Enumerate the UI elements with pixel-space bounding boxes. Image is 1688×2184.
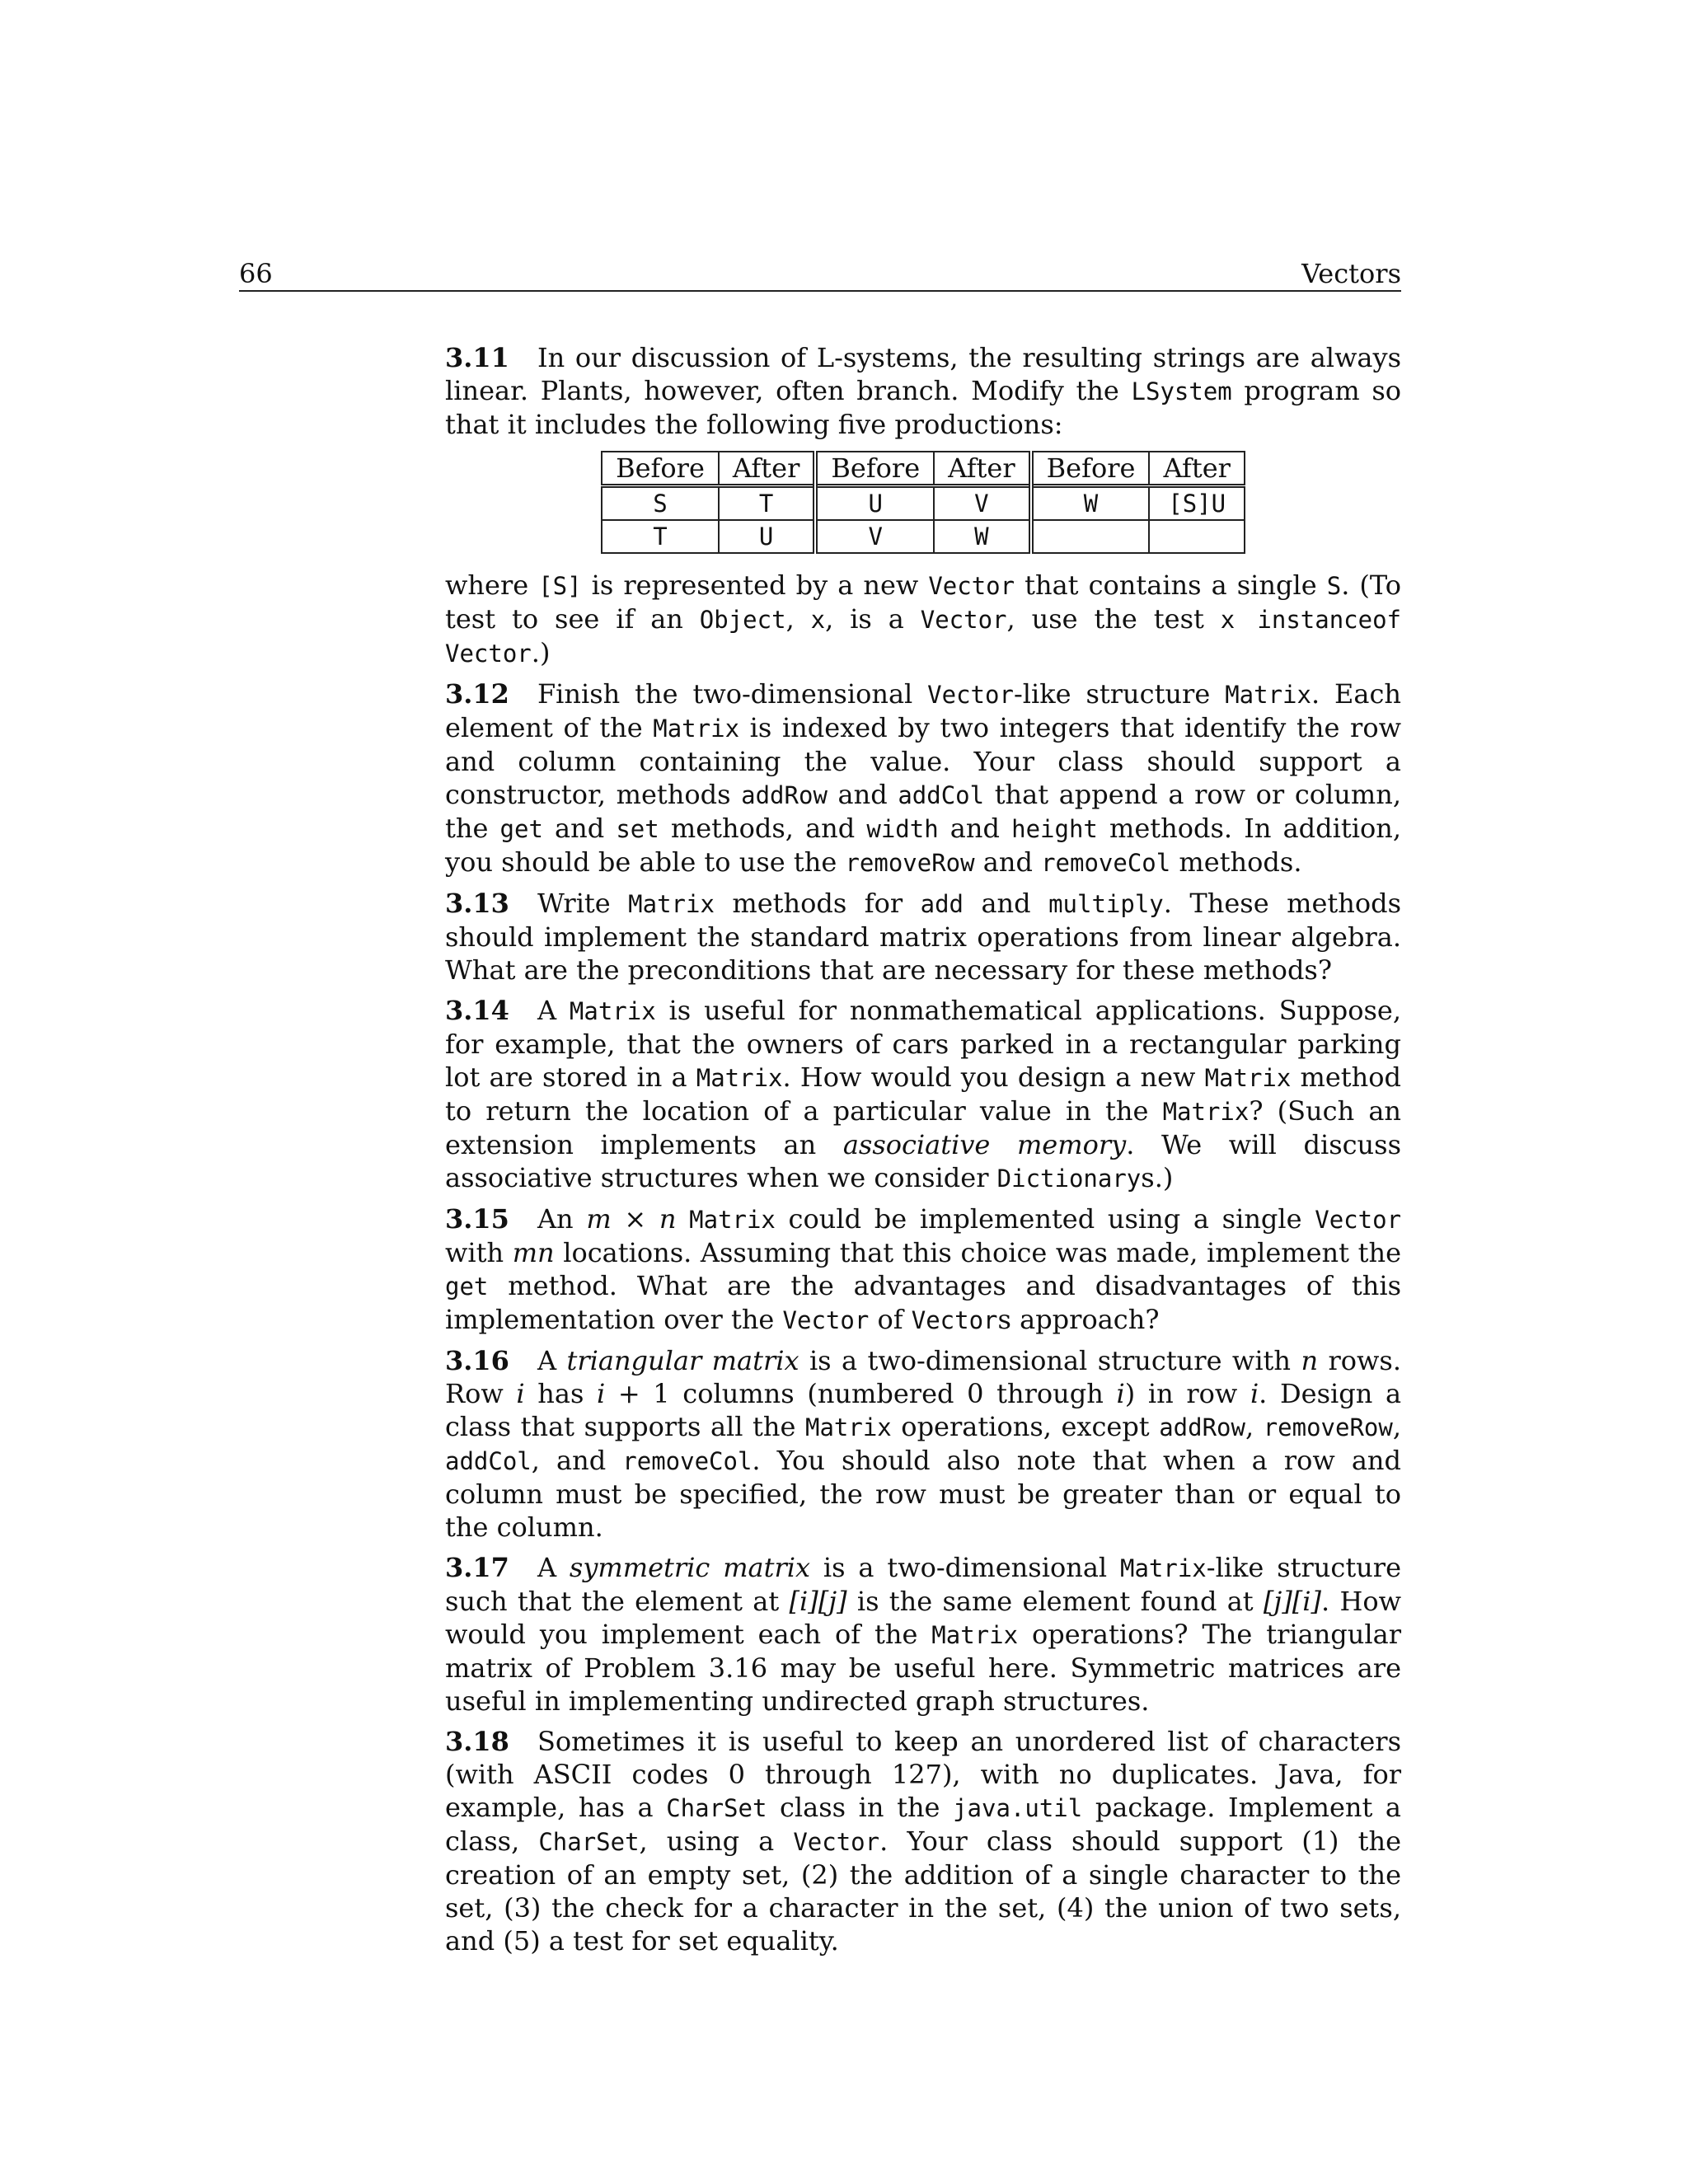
page-header bbox=[239, 257, 1401, 292]
table-header-cell: Before bbox=[602, 452, 719, 486]
table-cell: U bbox=[719, 520, 815, 553]
problem-3-11-continued: where [S] is represented by a new Vector that contains a single S. (To test to see if an Object, x, is a Vector, use the test x instanceof Vector.) bbox=[445, 569, 1402, 668]
table-cell: U bbox=[815, 486, 934, 521]
problem-number: 3.13 bbox=[445, 888, 509, 919]
problem-number: 3.15 bbox=[445, 1203, 509, 1235]
table-cell: W bbox=[1031, 486, 1150, 521]
table-cell: T bbox=[719, 486, 815, 521]
chapter-title: Vectors bbox=[1301, 258, 1401, 289]
problem-3-17: 3.17 A symmetric matrix is a two-dimensional Matrix-like structure such that the element at [i][j] is the same element found at [j][i]. How would you implement each of the Matrix operations? The triangular matrix of Problem 3.16 may be useful here. Symmetric matrices are useful in implementing undirected graph structures. bbox=[445, 1552, 1402, 1717]
problem-number: 3.12 bbox=[445, 678, 509, 710]
problem-3-15: 3.15 An m × n Matrix could be implemented using a single Vector with mn locations. Assuming that this choice was made, implement the get method. What are the advantages and disadvantages of this implementation over the Vector of Vectors approach? bbox=[445, 1203, 1402, 1335]
table-header-cell: Before bbox=[1031, 452, 1150, 486]
table-cell: V bbox=[815, 520, 934, 553]
table-cell bbox=[1031, 520, 1150, 553]
table-header-cell: After bbox=[934, 452, 1030, 486]
problem-number: 3.16 bbox=[445, 1345, 509, 1376]
problem-3-12: 3.12 Finish the two-dimensional Vector-like structure Matrix. Each element of the Matrix is indexed by two integers that identify the row and column containing the value. Your class should support a constructor, methods addRow and addCol that append a row or column, the get and set methods, and width and height methods. In addition, you should be able to use the removeRow and removeCol methods. bbox=[445, 678, 1402, 878]
problem-number: 3.18 bbox=[445, 1726, 509, 1757]
table-header-cell: After bbox=[1149, 452, 1244, 486]
problem-3-14: 3.14 A Matrix is useful for nonmathematical applications. Suppose, for example, that the owners of cars parked in a rectangular parking lot are stored in a Matrix. How would you design a new Matrix method to return the location of a particular value in the Matrix? (Such an extension implements an associative memory. We will discuss associative structures when we consider Dictionarys.) bbox=[445, 995, 1402, 1193]
productions-table bbox=[601, 451, 1245, 554]
table-cell bbox=[1149, 520, 1244, 553]
table-cell: [S]U bbox=[1149, 486, 1244, 521]
problem-number: 3.11 bbox=[445, 342, 509, 373]
problem-number: 3.14 bbox=[445, 995, 509, 1026]
table-row bbox=[602, 486, 1245, 521]
table-cell: S bbox=[602, 486, 719, 521]
problem-3-18: 3.18 Sometimes it is useful to keep an unordered list of characters (with ASCII codes 0 through 127), with no duplicates. Java, for example, has a CharSet class in the java.util package. Implement a class, CharSet, using a Vector. Your class should support (1) the creation of an empty set, (2) the addition of a single character to the set, (3) the check for a character in the set, (4) the union of two sets, and (5) a test for set equality. bbox=[445, 1726, 1402, 1957]
table-cell: W bbox=[934, 520, 1030, 553]
table-cell: V bbox=[934, 486, 1030, 521]
problem-3-11: 3.11 In our discussion of L-systems, the resulting strings are always linear. Plants, however, often branch. Modify the LSystem program so that it includes the following five productions: bbox=[445, 342, 1402, 440]
page-number: 66 bbox=[239, 258, 273, 289]
table-header-cell: After bbox=[719, 452, 815, 486]
problem-3-13: 3.13 Write Matrix methods for add and multiply. These methods should implement the standard matrix operations from linear algebra. What are the preconditions that are necessary for these methods? bbox=[445, 888, 1402, 986]
exercise-list bbox=[445, 341, 1401, 1965]
problem-3-16: 3.16 A triangular matrix is a two-dimensional structure with n rows. Row i has i + 1 columns (numbered 0 through i) in row i. Design a class that supports all the Matrix operations, except addRow, removeRow, addCol, and removeCol. You should also note that when a row and column must be specified, the row must be greater than or equal to the column. bbox=[445, 1345, 1402, 1543]
table-header-cell: Before bbox=[815, 452, 934, 486]
table-row bbox=[602, 520, 1245, 553]
table-cell: T bbox=[602, 520, 719, 553]
problem-number: 3.17 bbox=[445, 1552, 509, 1583]
table-header-row bbox=[602, 452, 1245, 486]
